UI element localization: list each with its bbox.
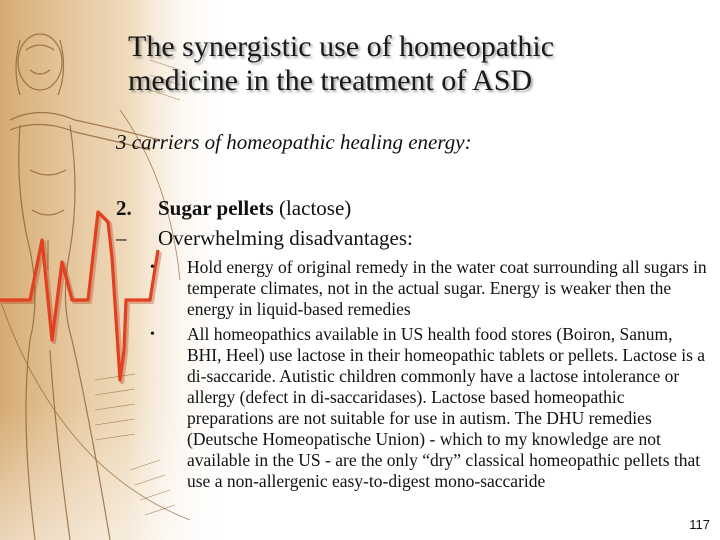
bullet-text: All homeopathics available in US health food stores (Boiron, Sanum, BHI, Heel) use lactose in their homeopathic tablets or pellets. Lactose is a di-saccaride. Autistic children commonly have a lactose intolerance or allergy (defect in di-saccaridases). Lactose based homeopathic preparations are not suitable for use in autism. The DHU remedies (Deutsche Homeopatische Union) - which to my knowledge are not available in the US - are the only “dry” classical homeopathic pellets that use a non-allergenic easy-to-digest mono-saccaride	[187, 324, 706, 491]
slide-subtitle: 3 carriers of homeopathic healing energy:	[116, 130, 472, 154]
list-number: 2.	[116, 196, 132, 220]
dash-marker: –	[116, 226, 127, 250]
bullet-dot: •	[150, 327, 155, 342]
slide-title-line-1: The synergistic use of homeopathic	[128, 30, 555, 63]
slide-title	[128, 30, 688, 98]
sub-heading: Overwhelming disadvantages:	[158, 226, 413, 250]
list-item-rest-text: (lactose)	[273, 196, 352, 220]
list-item-bold-text: Sugar pellets	[158, 196, 274, 220]
slide-title-line-2: medicine in the treatment of ASD	[128, 64, 533, 97]
bullet-text: Hold energy of original remedy in the water coat surrounding all sugars in temperate climates, not in the actual sugar. Energy is weaker then the energy in liquid-based remedies	[187, 257, 707, 319]
page-number: 117	[689, 517, 710, 532]
list-item-text	[158, 194, 351, 222]
bullet-dot: •	[150, 260, 155, 275]
